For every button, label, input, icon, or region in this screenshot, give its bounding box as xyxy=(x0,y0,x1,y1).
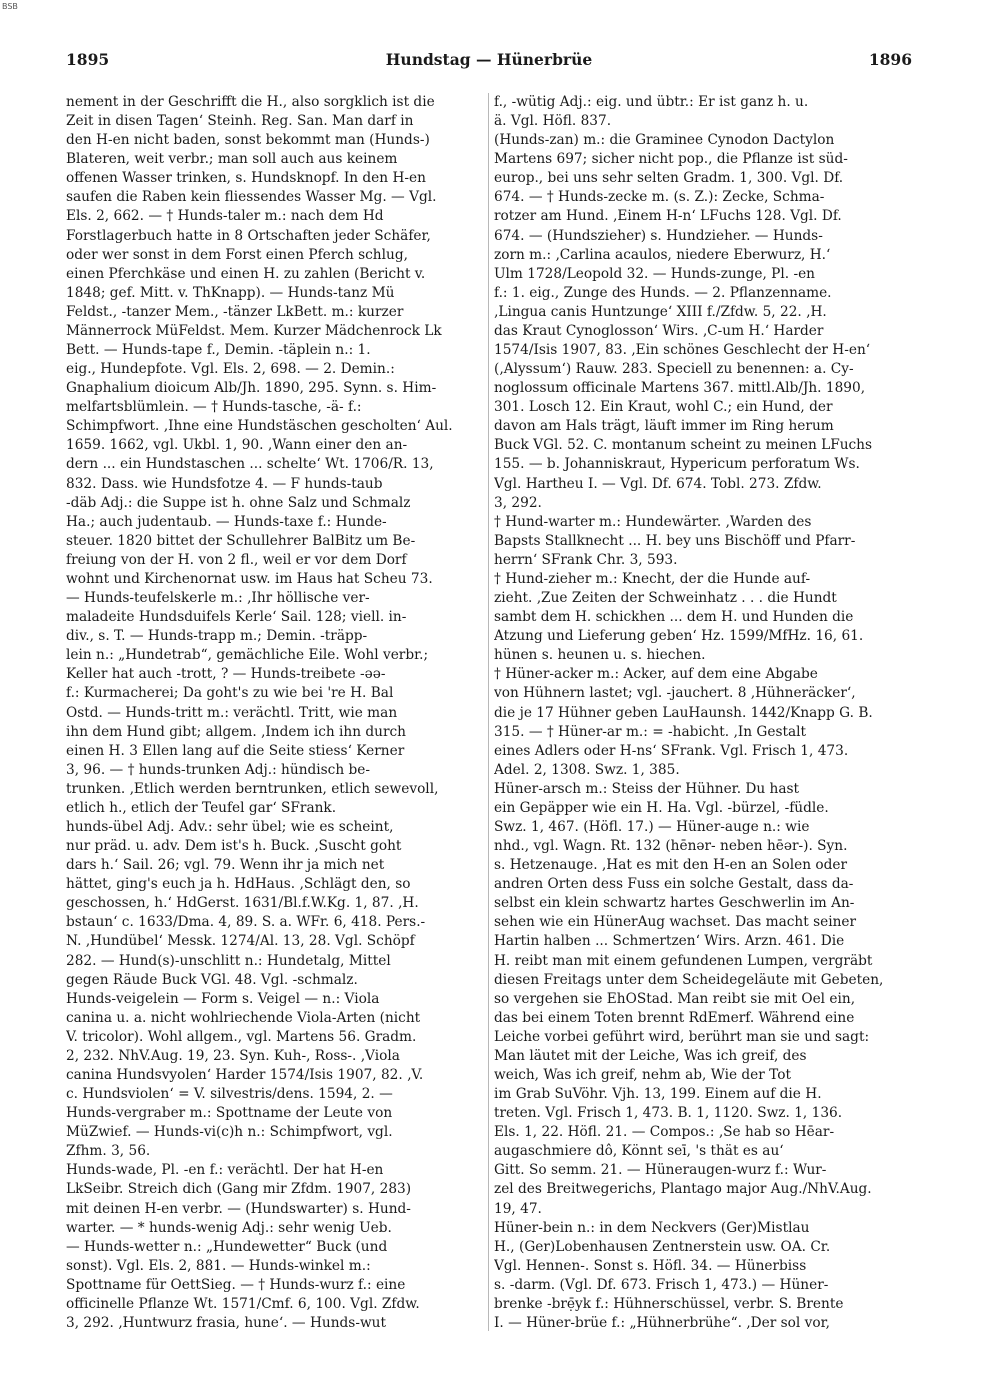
text-line: zel des Breitwegerichs, Plantago major Aug./NhV.Aug. xyxy=(494,1181,872,1198)
text-line: — Hunds-teufelskerle m.: ‚Ihr höllische ver- xyxy=(66,590,370,607)
text-line: 1848; gef. Mitt. v. ThKnapp). — Hunds-tanz Mü xyxy=(66,284,395,301)
text-line: f.: Kurmacherei; Da goht's zu wie bei 're H. Bal xyxy=(66,685,394,702)
text-line: augaschmiere dô, Könnt seī, 's thät es au‘ xyxy=(494,1143,784,1160)
text-line: melfartsblümlein. — † Hunds-tasche, -ä- f.: xyxy=(66,399,362,416)
text-line: geschossen, h.‘ HdGerst. 1631/Bl.f.W.Kg. 1, 87. ‚H. xyxy=(66,895,419,912)
text-line: gegen Räude Buck VGl. 48. Vgl. -schmalz. xyxy=(66,971,358,988)
text-line: (Hunds-zan) m.: die Graminee Cynodon Dactylon xyxy=(494,132,835,149)
text-line: Ha.; auch judentaub. — Hunds-taxe f.: Hunde- xyxy=(66,513,387,530)
text-line: hunds-übel Adj. Adv.: sehr übel; wie es scheint, xyxy=(66,818,394,835)
text-line: Swz. 1, 467. (Höfl. 17.) — Hüner-auge n.: wie xyxy=(494,818,810,835)
text-line: Atzung und Lieferung geben‘ Hz. 1599/MfHz. 16, 61. xyxy=(494,628,864,645)
text-line: herrn‘ SFrank Chr. 3, 593. xyxy=(494,551,678,568)
text-line: dern ... ein Hundstaschen ... schelte‘ Wt. 1706/R. 13, xyxy=(66,456,434,473)
text-line: nhd., vgl. Wagn. Rt. 132 (hēnǝr- neben hēǝr-). Syn. xyxy=(494,838,848,855)
text-line: 832. Dass. wie Hundsfotze 4. — F hunds-taub xyxy=(66,475,383,492)
text-line: sambt dem H. schickhen ... dem H. und Hunden die xyxy=(494,609,854,626)
text-line: davon am Hals trägt, läuft immer im Ring herum xyxy=(494,418,834,435)
text-line: N. ‚Hundübel‘ Messk. 1274/Al. 13, 28. Vgl. Schöpf xyxy=(66,933,415,950)
text-line: 1574/Isis 1907, 83. ‚Ein schönes Geschlecht der H-en‘ xyxy=(494,342,871,359)
text-line: s. Hetzenauge. ‚Hat es mit den H-en an Solen oder xyxy=(494,857,848,874)
text-line: einen H. 3 Ellen lang auf die Seite stiess‘ Kerner xyxy=(66,742,405,759)
text-line: weich, Was ich greif, nehm ab, Wie der Tot xyxy=(494,1066,791,1083)
text-line: ihn dem Hund gibt; allgem. ‚Indem ich ihn durch xyxy=(66,723,406,740)
text-line: f.: 1. eig., Zunge des Hunds. — 2. Pflanzenname. xyxy=(494,284,832,301)
text-line: Hartin halben ... Schmertzen‘ Wirs. Arzn. 461. Die xyxy=(494,933,845,950)
text-line: steuer. 1820 bittet der Schullehrer BalBitz um Be- xyxy=(66,532,416,549)
text-line: wohnt und Kirchenornat usw. im Haus hat Scheu 73. xyxy=(66,570,433,587)
text-line: officinelle Pflanze Wt. 1571/Cmf. 6, 100. Vgl. Zfdw. xyxy=(66,1295,420,1312)
text-line: dars h.‘ Sail. 26; vgl. 79. Wenn ihr ja mich net xyxy=(66,857,385,874)
text-line: Adel. 2, 1308. Swz. 1, 385. xyxy=(494,761,680,778)
running-title: Hundstag — Hünerbrüe xyxy=(385,50,593,69)
text-line: oder wer sonst in dem Forst einen Pferch schlug, xyxy=(66,246,408,263)
page-number-right: 1896 xyxy=(868,50,912,69)
text-line: eig., Hundepfote. Vgl. Els. 2, 698. — 2. Demin.: xyxy=(66,361,395,378)
text-line: Zeit in disen Tagen‘ Steinh. Reg. San. Man darf in xyxy=(66,113,414,130)
text-line: † Hüner-acker m.: Acker, auf dem eine Abgabe xyxy=(494,666,818,683)
text-line: Martens 697; sicher nicht pop., die Pflanze ist süd- xyxy=(494,151,848,168)
text-line: — Hunds-wetter n.: „Hundewetter“ Buck (und xyxy=(66,1238,388,1255)
text-line: Vgl. Hartheu I. — Vgl. Df. 674. Tobl. 273. Zfdw. xyxy=(494,475,822,492)
text-line: saufen die Raben kein fliessendes Wasser Mg. — Vgl. xyxy=(66,189,437,206)
text-line: von Hühnern lastet; vgl. -jauchert. 8 ‚Hühneräcker‘, xyxy=(494,685,856,702)
text-line: Hunds-wade, Pl. -en f.: verächtl. Der hat H-en xyxy=(66,1162,384,1179)
text-line: warter. — * hunds-wenig Adj.: sehr wenig Ueb. xyxy=(66,1219,392,1236)
text-line: ‚Lingua canis Huntzunge‘ XIII f./Zfdw. 5, 22. ‚H. xyxy=(494,303,827,320)
text-line: Buck VGl. 52. C. montanum scheint zu meinen LFuchs xyxy=(494,437,873,454)
text-line: canina u. a. nicht wohlriechende Viola-Arten (nicht xyxy=(66,1009,421,1026)
text-line: Bett. — Hunds-tape f., Demin. -täplein n.: 1. xyxy=(66,342,371,359)
text-line: 301. Losch 12. Ein Kraut, wohl C.; ein Hund, der xyxy=(494,399,833,416)
column-divider xyxy=(488,93,489,1331)
text-line: Ulm 1728/Leopold 32. — Hunds-zunge, Pl. -en xyxy=(494,265,815,282)
text-line: nement in der Geschrifft die H., also sorgklich ist die xyxy=(66,94,435,110)
text-line: Hunds-veigelein — Form s. Veigel — n.: Viola xyxy=(66,990,380,1007)
text-line: zieht. ‚Zue Zeiten der Schweinhatz . . . die Hundt xyxy=(494,590,837,607)
text-line: Bapsts Stallknecht ... H. bey uns Bischöff und Pfarr- xyxy=(494,532,856,549)
text-line: noglossum officinale Martens 367. mittl.Alb/Jh. 1890, xyxy=(494,380,866,397)
text-line: brenke -brẹ̄yk f.: Hühnerschüssel, verbr. S. Brente xyxy=(494,1295,844,1312)
text-line: zorn m.: ‚Carlina acaulos, niedere Eberwurz, H.‘ xyxy=(494,246,831,263)
text-line: Vgl. Hennen-. Sonst s. Höfl. 34. — Hünerbiss xyxy=(494,1257,807,1274)
left-column xyxy=(66,93,483,1333)
text-line: H. reibt man mit einem gefundenen Lumpen, vergräbt xyxy=(494,952,873,969)
text-line: s. -darm. (Vgl. Df. 673. Frisch 1, 473.) — Hüner- xyxy=(494,1276,829,1293)
text-line: Ostd. — Hunds-tritt m.: verächtl. Tritt, wie man xyxy=(66,704,398,721)
text-line: Gnaphalium dioicum Alb/Jh. 1890, 295. Synn. s. Him- xyxy=(66,380,437,397)
text-line: I. — Hüner-brüe f.: „Hühnerbrühe“. ‚Der sol vor, xyxy=(494,1315,830,1331)
text-line: Feldst., -tanzer Mem., -tänzer LkBett. m.: kurzer xyxy=(66,303,404,320)
text-line: sonst). Vgl. Els. 2, 881. — Hunds-winkel m.: xyxy=(66,1257,371,1274)
text-line: H., (Ger)Lobenhausen Zentnerstein usw. OA. Cr. xyxy=(494,1238,831,1255)
text-line: andren Orten dess Fuss ein solche Gestalt, dass da- xyxy=(494,876,854,893)
text-line: etlich h., etlich der Teufel gar‘ SFrank. xyxy=(66,799,337,816)
text-line: das bei einem Toten brennt RdEmerf. Während eine xyxy=(494,1009,855,1026)
text-line: hättet, ging's euch ja h. HdHaus. ‚Schlägt den, so xyxy=(66,876,411,893)
text-line: Hunds-vergraber m.: Spottname der Leute von xyxy=(66,1105,393,1122)
text-line: 674. — † Hunds-zecke m. (s. Z.): Zecke, Schma- xyxy=(494,189,825,206)
text-line: Man läutet mit der Leiche, Was ich greif, des xyxy=(494,1047,807,1064)
text-line: MüZwief. — Hunds-vi(c)h n.: Schimpfwort, vgl. xyxy=(66,1124,393,1141)
text-line: rotzer am Hund. ‚Einem H-n‘ LFuchs 128. Vgl. Df. xyxy=(494,208,842,225)
text-line: lein n.: „Hundetrab“, gemächliche Eile. Wohl verbr.; xyxy=(66,647,429,664)
text-line: eines Adlers oder H-ns‘ SFrank. Vgl. Frisch 1, 473. xyxy=(494,742,849,759)
text-line: hünen s. heunen u. s. hiechen. xyxy=(494,647,706,664)
text-line: Els. 1, 22. Höfl. 21. — Compos.: ‚Se hab so Hēar- xyxy=(494,1124,835,1141)
text-line: treten. Vgl. Frisch 1, 473. B. 1, 1120. Swz. 1, 136. xyxy=(494,1105,843,1122)
text-line: maladeite Hundsduifels Kerle‘ Sail. 128; viell. in- xyxy=(66,609,407,626)
library-stamp: BSB xyxy=(2,2,18,11)
text-line: † Hund-zieher m.: Knecht, der die Hunde auf- xyxy=(494,570,811,587)
text-line: Hüner-bein n.: in dem Neckvers (Ger)Mistlau xyxy=(494,1219,810,1236)
text-line: Spottname für OettSieg. — † Hunds-wurz f.: eine xyxy=(66,1276,406,1293)
text-line: ä. Vgl. Höfl. 837. xyxy=(494,113,612,130)
text-line: diesen Freitags unter dem Scheidegeläute mit Gebeten, xyxy=(494,971,884,988)
text-line: europ., bei uns sehr selten Gradm. 1, 300. Vgl. Df. xyxy=(494,170,844,187)
text-line: (‚Alyssum‘) Rauw. 283. Speciell zu benennen: a. Cy- xyxy=(494,361,854,378)
text-line: bstaun‘ c. 1633/Dma. 4, 89. S. a. WFr. 6, 418. Pers.- xyxy=(66,914,426,931)
text-line: Zfhm. 3, 56. xyxy=(66,1143,151,1160)
page-number-left: 1895 xyxy=(66,50,110,69)
text-line: c. Hundsviolen‘ = V. silvestris/dens. 1594, 2. — xyxy=(66,1086,393,1103)
text-line: canina Hundsvyolen‘ Harder 1574/Isis 1907, 82. ‚V. xyxy=(66,1066,424,1083)
text-line: 3, 292. ‚Huntwurz frasia, hune‘. — Hunds-wut xyxy=(66,1315,386,1331)
text-line: Blateren, weit verbr.; man soll auch aus keinem xyxy=(66,151,398,168)
text-line: Els. 2, 662. — † Hunds-taler m.: nach dem Hd xyxy=(66,208,384,225)
text-line: 3, 96. — † hunds-trunken Adj.: hündisch be- xyxy=(66,761,370,778)
text-line: 315. — † Hüner-ar m.: = -habicht. ‚In Gestalt xyxy=(494,723,807,740)
text-line: so vergehen sie EhOStad. Man reibt sie mit Oel ein, xyxy=(494,990,856,1007)
text-line: einen Pferchkäse und einen H. zu zahlen (Bericht v. xyxy=(66,265,426,282)
text-line: f., -wütig Adj.: eig. und übtr.: Er ist ganz h. u. xyxy=(494,94,809,110)
text-line: -däb Adj.: die Suppe ist h. ohne Salz und Schmalz xyxy=(66,494,411,511)
text-line: das Kraut Cynoglosson‘ Wirs. ‚C-um H.‘ Harder xyxy=(494,322,824,339)
text-line: Leiche vorbei geführt wird, berührt man sie und sagt: xyxy=(494,1028,870,1045)
text-line: freiung von der H. von 2 fl., weil er vor dem Dorf xyxy=(66,551,407,568)
text-line: 282. — Hund(s)-unschlitt n.: Hundetalg, Mittel xyxy=(66,952,391,969)
text-line: 2, 232. NhV.Aug. 19, 23. Syn. Kuh-, Ross-. ‚Viola xyxy=(66,1047,400,1064)
text-line: sehen wie ein HünerAug wachset. Das macht seiner xyxy=(494,914,857,931)
text-line: 3, 292. xyxy=(494,494,542,511)
text-line: LkSeibr. Streich dich (Gang mir Zfdm. 1907, 283) xyxy=(66,1181,412,1198)
text-line: † Hund-warter m.: Hundewärter. ‚Warden des xyxy=(494,513,812,530)
text-line: Männerrock MüFeldst. Mem. Kurzer Mädchenrock Lk xyxy=(66,322,442,339)
right-column xyxy=(494,93,912,1333)
text-line: nur präd. u. adv. Dem ist's h. Buck. ‚Suscht goht xyxy=(66,838,402,855)
text-line: die je 17 Hühner geben LauHaunsh. 1442/Knapp G. B. xyxy=(494,704,873,721)
text-line: 1659. 1662, vgl. Ukbl. 1, 90. ‚Wann einer den an- xyxy=(66,437,408,454)
text-line: im Grab SuVöhr. Vjh. 13, 199. Einem auf die H. xyxy=(494,1086,822,1103)
text-line: div., s. T. — Hunds-trapp m.; Demin. -träpp- xyxy=(66,628,368,645)
text-line: mit deinen H-en verbr. — (Hundswarter) s. Hund- xyxy=(66,1200,411,1217)
text-line: ein Gepäpper wie ein H. Ha. Vgl. -bürzel, -füdle. xyxy=(494,799,829,816)
text-line: selbst ein klein schwartz hartes Geschwerlin im An- xyxy=(494,895,855,912)
text-line: Gitt. So semm. 21. — Hüneraugen-wurz f.: Wur- xyxy=(494,1162,827,1179)
text-line: den H-en nicht baden, sonst bekommt man (Hunds-) xyxy=(66,132,430,149)
text-line: Keller hat auch -trott, ? — Hunds-treibete -ǝǝ- xyxy=(66,666,386,683)
text-line: offenen Wasser trinken, s. Hundsknopf. In den H-en xyxy=(66,170,426,187)
text-line: V. tricolor). Wohl allgem., vgl. Martens 56. Gradm. xyxy=(66,1028,417,1045)
text-line: Forstlagerbuch hatte in 8 Ortschaften jeder Schäfer, xyxy=(66,227,431,244)
text-line: 155. — b. Johanniskraut, Hypericum perforatum Ws. xyxy=(494,456,860,473)
text-line: 674. — (Hundszieher) s. Hundzieher. — Hunds- xyxy=(494,227,823,244)
text-line: Hüner-arsch m.: Steiss der Hühner. Du hast xyxy=(494,780,800,797)
page-header xyxy=(66,50,912,76)
text-line: Schimpfwort. ‚Ihne eine Hundstäschen gescholten‘ Aul. xyxy=(66,418,453,435)
text-line: trunken. ‚Etlich werden berntrunken, etlich sewevoll, xyxy=(66,780,439,797)
text-line: 19, 47. xyxy=(494,1200,542,1217)
